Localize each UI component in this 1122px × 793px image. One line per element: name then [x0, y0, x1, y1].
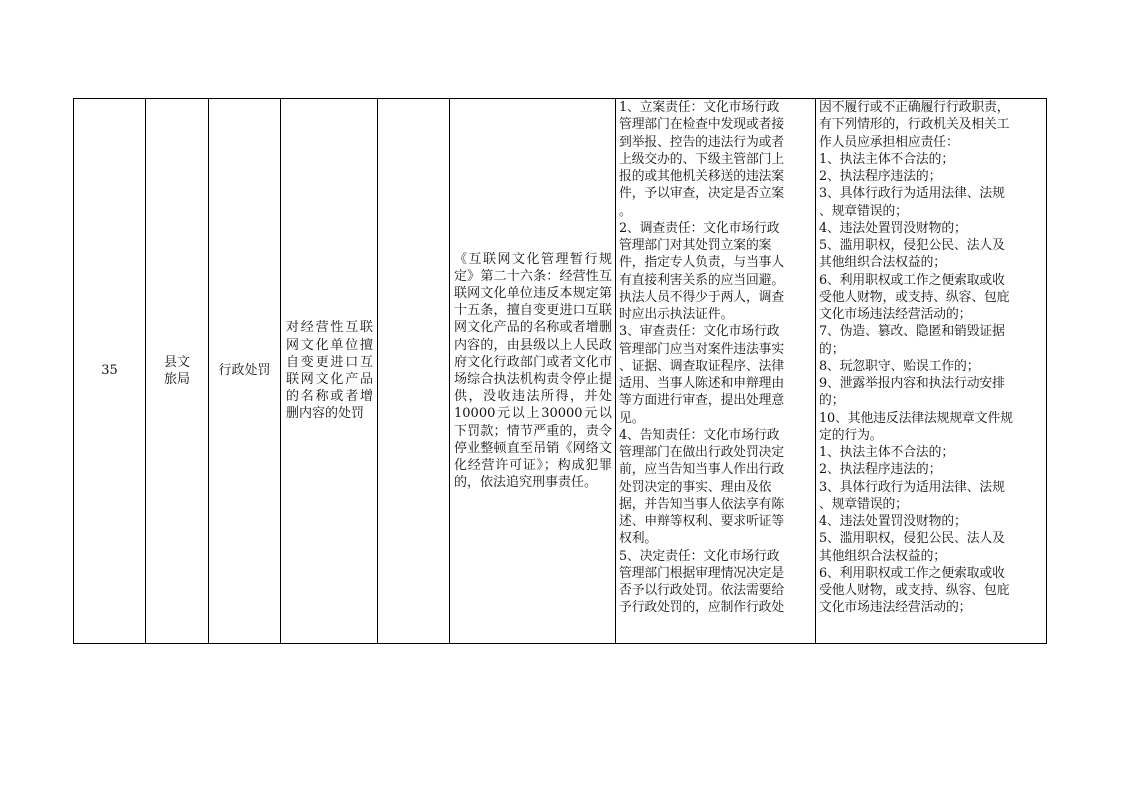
row-number: 35 [101, 363, 118, 379]
item-name-cell [281, 99, 378, 643]
legal-basis-cell [450, 99, 616, 643]
department-cell [146, 99, 209, 643]
accountability-text: 因不履行或不正确履行行政职责， 有下列情形的，行政机关及相关工 作人员应承担相应责任： 1、执法主体不合法的； 2、执法程序违法的； 3、具体行政行为适用法律、法规 、规章错误的； 4、违法处置罚没财物的； 5、滥用职权，侵犯公民、法人及 其他组织合法权益的； 6、利用职权或工作之便索取或收 受他人财物，或支持、纵容、包庇 文化市场违法经营活动的； 7、伪造、篡改、隐匿和销毁证据 的； 8、玩忽职守、贻误工作的； 9、泄露举报内容和执法行动安排 的； 10、其他违反法律法规规章文件规 定的行为。 1、执法主体不合法的； 2、执法程序违法的； 3、具体行政行为适用法律、法规 、规章错误的； 4、违法处置罚没财物的； 5、滥用职权，侵犯公民、法人及 其他组织合法权益的； 6、利用职权或工作之便索取或收 受他人财物，或支持、纵容、包庇 文化市场违法经营活动的； [819, 100, 1013, 616]
authority-table [73, 98, 1047, 644]
responsibility-cell [616, 99, 816, 643]
category: 行政处罚 [218, 363, 271, 379]
row-number-cell [74, 99, 146, 643]
sub-item-cell [378, 99, 450, 643]
item-name: 对经营性互联网文化单位擅自变更进口互联网文化产品的名称或者增删内容的处罚 [286, 320, 373, 422]
responsibility-text: 1、立案责任：文化市场行政 管理部门在检查中发现或者接 到举报、控告的违法行为或者 上级交办的、下级主管部门上 报的或其他机关移送的违法案 件，予以审查，决定是否立案 。 2、调查责任：文化市场行政 管理部门对其处罚立案的案 件，指定专人负责，与当事人 有直接利害关系的应当回避。 执法人员不得少于两人，调查 时应出示执法证件。 3、审查责任：文化市场行政 管理部门应当对案件违法事实 、证据、调查取证程序、法律 适用、当事人陈述和申辩理由 等方面进行审查，提出处理意 见。 4、告知责任：文化市场行政 管理部门在做出行政处罚决定 前，应当告知当事人作出行政 处罚决定的事实、理由及依 据，并告知当事人依法享有陈 述、申辩等权利、要求听证等 权利。 5、决定责任：文化市场行政 管理部门根据审理情况决定是 否予以行政处罚。依法需要给 予行政处罚的，应制作行政处 [619, 100, 785, 616]
accountability-cell [816, 99, 1045, 643]
category-cell [209, 99, 281, 643]
legal-basis: 《互联网文化管理暂行规定》第二十六条：经营性互联网文化单位违反本规定第十五条，擅自变更进口互联网文化产品的名称或者增删内容的，由县级以上人民政府文化行政部门或者文化市场综合执法机构责令停止提供，没收违法所得，并处10000元以上30000元以下罚款；情节严重的，责令停业整顿直至吊销《网络文化经营许可证》；构成犯罪的，依法追究刑事责任。 [454, 251, 612, 491]
department: 县文旅局 [163, 354, 190, 387]
